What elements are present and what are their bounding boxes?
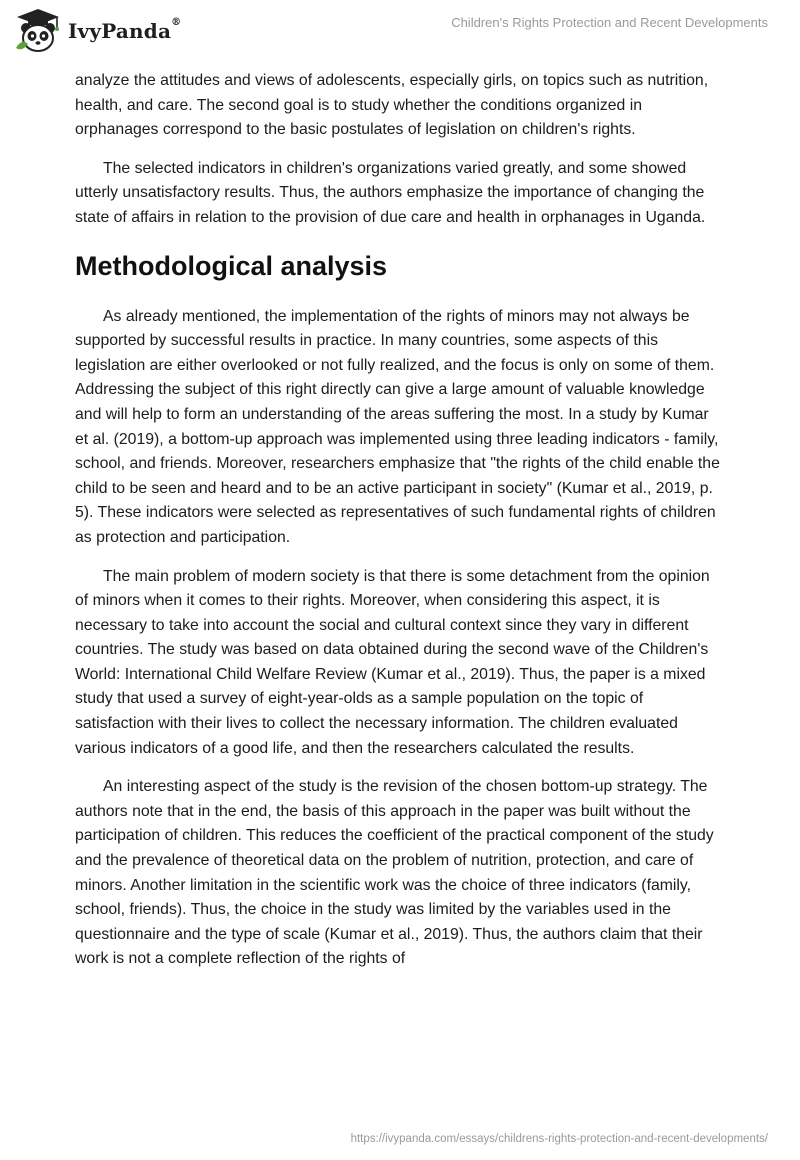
paragraph: An interesting aspect of the study is the revision of the chosen bottom-up strategy. The authors note that in the end, the basis of this approach in the paper was built without the participation of children. This reduces the coefficient of the practical component of the study and the prevalence of theoretical data on the problem of nutrition, protection, and care of minors. Another limitation in the scientific work was the choice of three indicators (family, school, friends). Thus, the choice in the study was limited by the variables used in the questionnaire and the type of scale (Kumar et al., 2019). Thus, the authors claim that their work is not a complete reflection of the rights of [75,778,714,968]
brand-name: IvyPanda® [68,17,182,43]
paragraph: As already mentioned, the implementation of the rights of minors may not always be supported by successful results in practice. In many countries, some aspects of this legislation are either overlooked or not fully realized, and the focus is only on some of them. Addressing the subject of this right directly can give a large amount of valuable knowledge and will help to form an understanding of the areas suffering the most. In a study by Kumar et al. (2019), a bottom-up approach was implemented using three leading indicators - family, school, and friends. Moreover, researchers emphasize that "the rights of the child enable the child to be seen and heard and to be an active participant in society" (Kumar et al., 2019, p. 5). These indicators were selected as representatives of such fundamental rights of children as protection and participation. [75,307,720,546]
page-header [0,0,800,70]
running-title: Children's Rights Protection and Recent Developments [451,15,768,30]
section-heading: Methodological analysis [75,250,388,281]
paragraph: The selected indicators in children's organizations varied greatly, and some showed utterly unsatisfactory results. Thus, the authors emphasize the importance of changing the state of affairs in relation to the provision of due care and health in orphanages in Uganda. [75,159,706,226]
essay-content [75,69,725,986]
registered-mark: ® [171,17,182,28]
paragraph: analyze the attitudes and views of adolescents, especially girls, on topics such as nutrition, health, and care. The second goal is to study whether the conditions organized in orphanages correspond to the basic postulates of legislation on children's rights. [75,72,709,139]
footer-url[interactable]: https://ivypanda.com/essays/childrens-rights-protection-and-recent-developments/ [350,1133,768,1145]
logo[interactable] [14,8,181,54]
paragraph: The main problem of modern society is that there is some detachment from the opinion of minors when it comes to their rights. Moreover, when considering this aspect, it is necessary to take into account the social and cultural context since they vary in different countries. The study was based on data obtained during the second wave of the Children's World: International Child Welfare Review (Kumar et al., 2019). Thus, the paper is a mixed study that used a survey of eight-year-olds as a sample population on the topic of satisfaction with their lives to collect the necessary information. The children evaluated various indicators of a good life, and then the researchers calculated the results. [75,567,710,757]
panda-graduation-cap-icon [14,8,62,54]
